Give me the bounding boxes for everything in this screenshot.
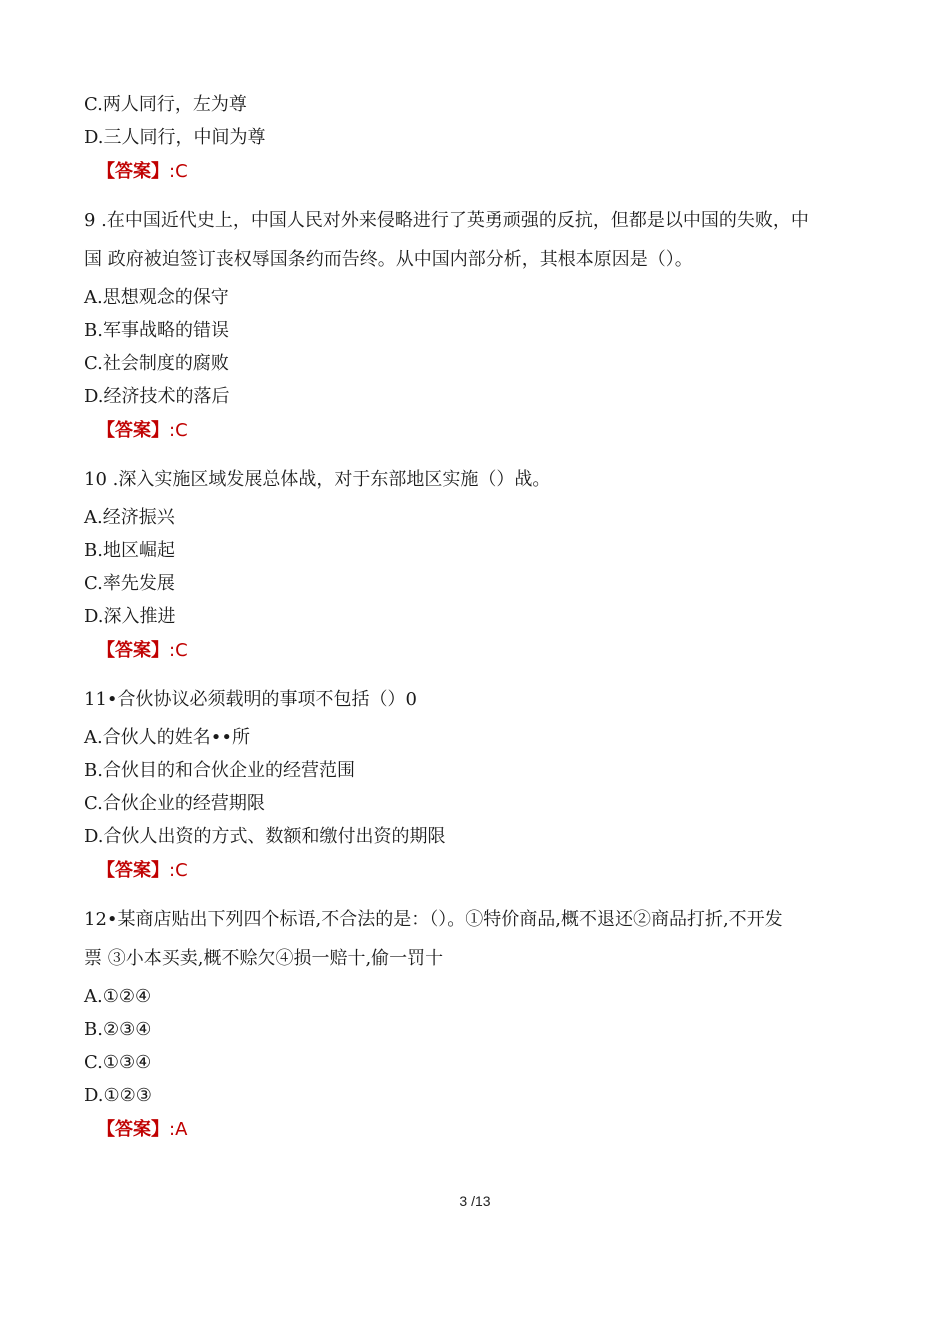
answer-sep: :	[169, 640, 176, 661]
option-line: D.①②③	[84, 1085, 152, 1106]
question-text: 9 .在中国近代史上，中国人民对外来侵略进行了英勇顽强的反抗，但都是以中国的失败，中	[84, 210, 809, 231]
answer-line	[97, 160, 188, 184]
answer-label: 【答案】	[97, 161, 169, 182]
question-text: 11•合伙协议必须载明的事项不包括（）0	[84, 689, 417, 710]
answer-label: 【答案】	[97, 420, 169, 441]
answer-line	[97, 859, 188, 883]
answer-sep: :	[169, 860, 176, 881]
option-line: A.合伙人的姓名••所	[84, 727, 250, 748]
page-number: 3 /13	[459, 1193, 491, 1209]
option-line: C.①③④	[84, 1052, 152, 1073]
option-line: C.社会制度的腐败	[84, 353, 229, 374]
answer-sep: :	[169, 161, 176, 182]
answer-label: 【答案】	[97, 860, 169, 881]
option-line: B.②③④	[84, 1019, 152, 1040]
answer-line	[97, 639, 188, 663]
option-line: D.三人同行，中间为尊	[84, 127, 266, 148]
answer-sep: :	[169, 420, 176, 441]
answer-value: C	[175, 420, 188, 441]
answer-value: C	[175, 161, 188, 182]
answer-line	[97, 1118, 187, 1142]
answer-value: C	[175, 640, 188, 661]
option-line: D.经济技术的落后	[84, 386, 230, 407]
answer-value: C	[175, 860, 188, 881]
answer-label: 【答案】	[97, 1119, 169, 1140]
option-line: A.经济振兴	[84, 507, 175, 528]
option-line: B.合伙目的和合伙企业的经营范围	[84, 760, 355, 781]
option-line: C.合伙企业的经营期限	[84, 793, 265, 814]
option-line: D.合伙人出资的方式、数额和缴付出资的期限	[84, 826, 446, 847]
option-line: A.①②④	[84, 986, 152, 1007]
option-line: D.深入推进	[84, 606, 176, 627]
answer-line	[97, 419, 188, 443]
question-text: 国 政府被迫签订丧权辱国条约而告终。从中国内部分析，其根本原因是（）。	[84, 249, 693, 270]
answer-sep: :	[169, 1119, 176, 1140]
option-line: C.率先发展	[84, 573, 175, 594]
option-line: B.地区崛起	[84, 540, 175, 561]
option-line: C.两人同行，左为尊	[84, 94, 247, 115]
question-text: 12•某商店贴出下列四个标语,不合法的是：（）。①特价商品,概不退还②商品打折,不开发	[84, 909, 783, 930]
option-line: A.思想观念的保守	[84, 287, 229, 308]
question-text: 10 .深入实施区域发展总体战，对于东部地区实施（）战。	[84, 469, 551, 490]
answer-label: 【答案】	[97, 640, 169, 661]
answer-value: A	[175, 1119, 188, 1140]
question-text: 票 ③小本买卖,概不赊欠④损一赔十,偷一罚十	[84, 948, 444, 969]
option-line: B.军事战略的错误	[84, 320, 229, 341]
